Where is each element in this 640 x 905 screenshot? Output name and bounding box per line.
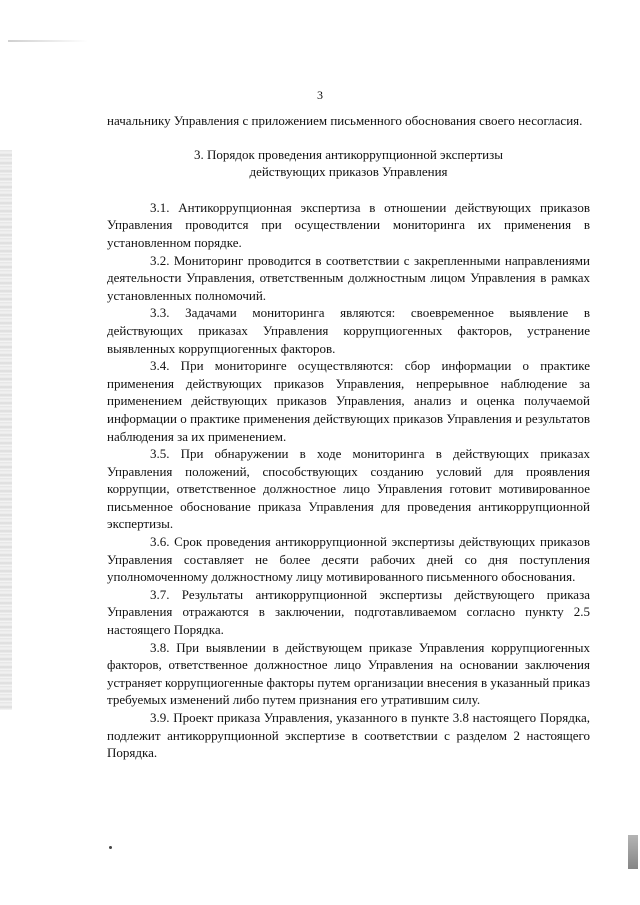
paragraph-3-7: 3.7. Результаты антикоррупционной экспертизы действующего приказа Управления отражаются в заключении, подготавливаемом согласно пункту 2.5 настоящего Порядка. <box>107 586 590 638</box>
section-heading-line-1: 3. Порядок проведения антикоррупционной экспертизы <box>194 146 503 162</box>
paragraph-3-6: 3.6. Срок проведения антикоррупционной экспертизы действующих приказов Управления составляет не более десяти рабочих дней со дня поступления уполномоченному должностному лицу мотивированного письменного обоснования. <box>107 534 590 585</box>
paragraph-3-3: 3.3. Задачами мониторинга являются: своевременное выявление в действующих приказах Управления коррупциогенных факторов, устранение выявленных коррупциогенных факторов. <box>107 305 590 356</box>
paragraph-3-5: 3.5. При обнаружении в ходе мониторинга в действующих приказах Управления положений, способствующих созданию условий для проявления коррупции, ответственное должностное лицо Управления готовит мотивированное письменное обоснование приказа Управления для проведения антикоррупционной экспертизы. <box>107 446 590 532</box>
paragraph-3-4: 3.4. При мониторинге осуществляются: сбор информации о практике применения действующих приказов Управления, непрерывное наблюдение за применением действующих приказов Управления, анализ и оценка получаемой информации о практике применения действующих приказов Управления и результатов наблюдения за их применением. <box>107 358 590 444</box>
paragraph-3-2: 3.2. Мониторинг проводится в соответствии с закрепленными направлениями деятельности Управления, ответственным должностным лицом Управления в рамках установленных полномочий. <box>107 252 590 303</box>
document-body <box>107 112 590 762</box>
paragraph-3-8: 3.8. При выявлении в действующем приказе Управления коррупциогенных факторов, ответственное должностное лицо Управления на основании заключения устраняет коррупциогенные факторы путем организации внесения в указанный приказ требуемых изменений либо путем признания его утратившим силу. <box>107 639 590 708</box>
scan-artifact-left-edge <box>0 150 12 710</box>
paragraph-3-9: 3.9. Проект приказа Управления, указанного в пункте 3.8 настоящего Порядка, подлежит антикоррупционной экспертизе в соответствии с разделом 2 настоящего Порядка. <box>107 710 590 761</box>
scan-artifact-top <box>8 40 88 42</box>
section-heading-line-2: действующих приказов Управления <box>249 164 448 180</box>
section-heading <box>107 146 590 181</box>
paragraph-3-1: 3.1. Антикоррупционная экспертиза в отношении действующих приказов Управления проводится при осуществлении мониторинга их применения в установленном порядке. <box>107 199 590 250</box>
intro-paragraph: начальнику Управления с приложением письменного обоснования своего несогласия. <box>107 113 583 128</box>
page-number: 3 <box>317 88 323 102</box>
scan-artifact-bottom-right <box>628 835 638 869</box>
scan-artifact-dot <box>109 846 112 849</box>
